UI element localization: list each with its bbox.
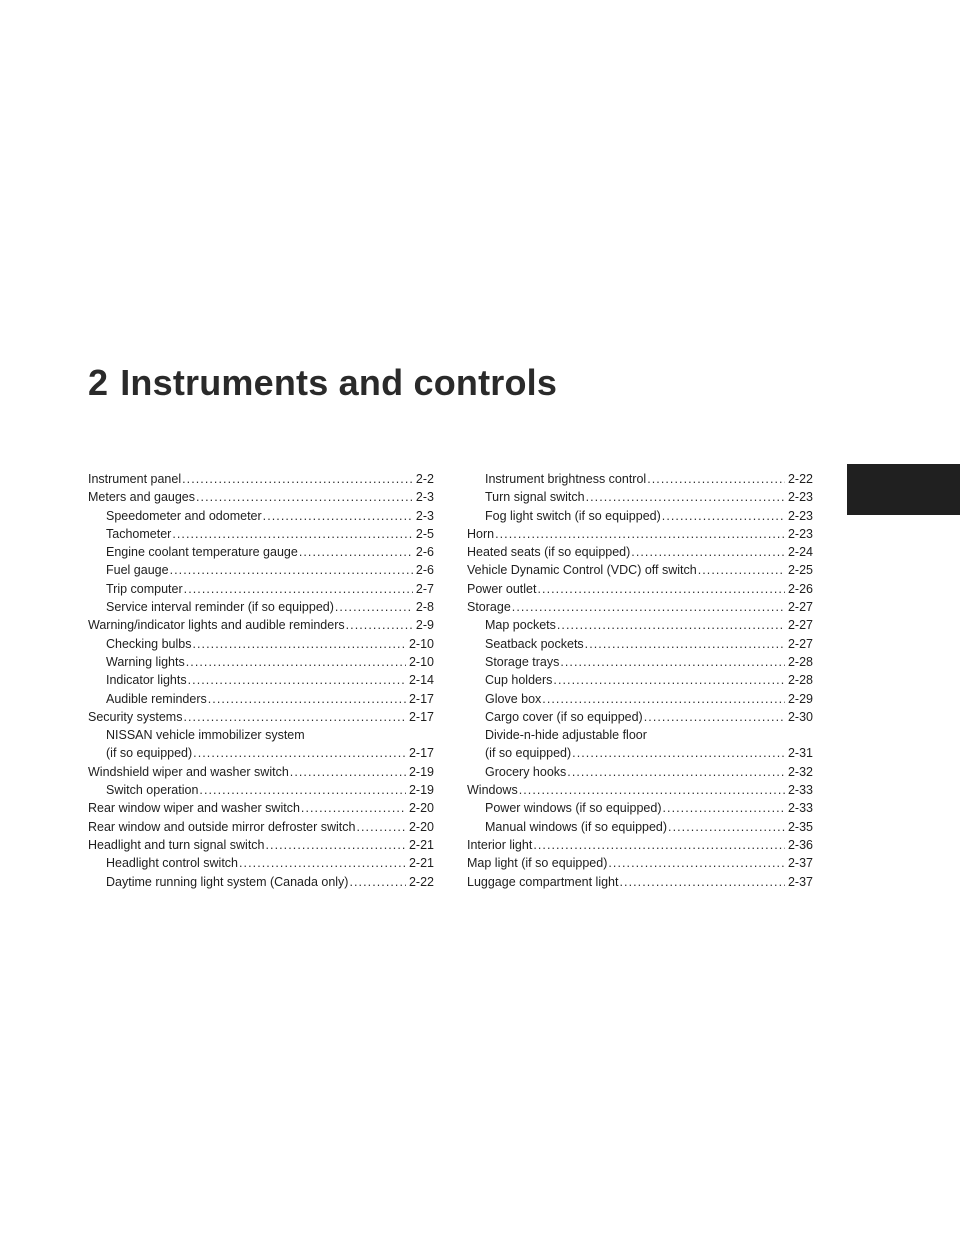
- toc-dot-leader: [553, 671, 785, 689]
- toc-entry-label: Warning/indicator lights and audible reminders: [88, 618, 345, 633]
- toc-entry-label: Trip computer: [106, 581, 183, 596]
- toc-subentry[interactable]: [467, 488, 813, 506]
- toc-dot-leader: [560, 653, 785, 671]
- toc-subentry[interactable]: [88, 598, 434, 616]
- toc-entry-label: Grocery hooks: [485, 764, 567, 779]
- toc-entry-label: Fog light switch (if so equipped): [485, 508, 661, 523]
- toc-entry-label: Windshield wiper and washer switch: [88, 764, 289, 779]
- toc-subentry[interactable]: [467, 708, 813, 726]
- toc-dot-leader: [172, 525, 413, 543]
- toc-dot-leader: [644, 708, 785, 726]
- toc-page-number: 2-33: [787, 783, 813, 798]
- toc-page-number: 2-20: [408, 819, 434, 834]
- toc-entry[interactable]: [88, 836, 434, 854]
- toc-dot-leader: [263, 507, 413, 525]
- toc-entry-label: Vehicle Dynamic Control (VDC) off switch: [467, 563, 697, 578]
- toc-dot-leader: [301, 799, 406, 817]
- toc-entry[interactable]: [88, 488, 434, 506]
- toc-entry-label: Horn: [467, 526, 495, 541]
- toc-right-column: [467, 470, 813, 891]
- toc-page-number: 2-35: [787, 819, 813, 834]
- toc-page-number: 2-23: [787, 508, 813, 523]
- toc-entry-label: Windows: [467, 783, 518, 798]
- toc-page-number: 2-31: [787, 746, 813, 761]
- toc-dot-leader: [557, 616, 785, 634]
- toc-dot-leader: [346, 616, 413, 634]
- toc-entry-label: Engine coolant temperature gauge: [106, 545, 298, 560]
- toc-entry-label: Checking bulbs: [106, 636, 192, 651]
- toc-entry[interactable]: [467, 580, 813, 598]
- toc-subentry[interactable]: [467, 763, 813, 781]
- toc-dot-leader: [585, 635, 785, 653]
- toc-dot-leader: [290, 763, 406, 781]
- toc-page-number: 2-17: [408, 709, 434, 724]
- toc-page-number: 2-33: [787, 801, 813, 816]
- toc-dot-leader: [170, 561, 413, 579]
- toc-dot-leader: [193, 744, 406, 762]
- toc-entry-label: Instrument panel: [88, 472, 182, 486]
- toc-entry-label: Luggage compartment light: [467, 874, 619, 889]
- toc-entry-label: Interior light: [467, 837, 533, 852]
- toc-subentry[interactable]: [467, 616, 813, 634]
- toc-subentry[interactable]: [88, 635, 434, 653]
- toc-entry-label: Seatback pockets: [485, 636, 584, 651]
- toc-entry-label: Heated seats (if so equipped): [467, 545, 631, 560]
- toc-dot-leader: [572, 744, 785, 762]
- toc-page-number: 2-6: [415, 563, 434, 578]
- toc-page-number: 2-27: [787, 636, 813, 651]
- toc-subentry[interactable]: [467, 799, 813, 817]
- toc-entry-label: Daytime running light system (Canada only): [106, 874, 349, 889]
- toc-page-number: 2-17: [408, 746, 434, 761]
- chapter-thumb-tab: [847, 464, 960, 515]
- toc-dot-leader: [586, 488, 785, 506]
- toc-entry-label: Map pockets: [485, 618, 556, 633]
- toc-entry-label: NISSAN vehicle immobilizer system: [106, 728, 305, 743]
- toc-entry[interactable]: [467, 561, 813, 579]
- toc-dot-leader: [196, 488, 413, 506]
- toc-entry-label: Instrument brightness control: [485, 472, 647, 486]
- toc-page-number: 2-25: [787, 563, 813, 578]
- toc-dot-leader: [668, 818, 785, 836]
- toc-subentry[interactable]: [467, 635, 813, 653]
- toc-page-number: 2-22: [787, 472, 813, 486]
- toc-page-number: 2-28: [787, 654, 813, 669]
- toc-dot-leader: [356, 818, 406, 836]
- toc-entry[interactable]: [88, 616, 434, 634]
- toc-page-number: 2-10: [408, 636, 434, 651]
- toc-entry-label: Audible reminders: [106, 691, 207, 706]
- toc-subentry[interactable]: [467, 671, 813, 689]
- toc-subentry[interactable]: [467, 726, 813, 744]
- toc-dot-leader: [239, 854, 406, 872]
- toc-page-number: 2-8: [415, 600, 434, 615]
- toc-dot-leader: [299, 543, 413, 561]
- toc-subentry[interactable]: [467, 818, 813, 836]
- toc-entry-label: Cargo cover (if so equipped): [485, 709, 643, 724]
- chapter-title-text: Instruments and controls: [120, 362, 558, 403]
- toc-entry-label: Speedometer and odometer: [106, 508, 262, 523]
- toc-page-number: 2-26: [787, 581, 813, 596]
- toc-entry[interactable]: [88, 763, 434, 781]
- toc-page-number: 2-36: [787, 837, 813, 852]
- toc-page-number: 2-7: [415, 581, 434, 596]
- toc-page-number: 2-37: [787, 856, 813, 871]
- toc-subentry[interactable]: [467, 690, 813, 708]
- toc-page-number: 2-23: [787, 490, 813, 505]
- toc-page-number: 2-21: [408, 856, 434, 871]
- toc-entry-label: Headlight control switch: [106, 856, 239, 871]
- toc-dot-leader: [567, 763, 785, 781]
- toc-dot-leader: [647, 470, 785, 488]
- toc-dot-leader: [537, 580, 784, 598]
- toc-entry-label: Manual windows (if so equipped): [485, 819, 668, 834]
- toc-dot-leader: [335, 598, 413, 616]
- toc-entry[interactable]: [88, 818, 434, 836]
- toc-entry[interactable]: [467, 781, 813, 799]
- toc-page-number: 2-20: [408, 801, 434, 816]
- toc-dot-leader: [186, 653, 406, 671]
- toc-subentry[interactable]: [88, 781, 434, 799]
- toc-entry-label: Security systems: [88, 709, 183, 724]
- toc-entry-label: Meters and gauges: [88, 490, 196, 505]
- toc-entry[interactable]: [88, 708, 434, 726]
- toc-page-number: 2-19: [408, 764, 434, 779]
- toc-dot-leader: [608, 854, 785, 872]
- toc-page-number: 2-30: [787, 709, 813, 724]
- toc-entry[interactable]: [88, 799, 434, 817]
- toc-entry-label: Storage trays: [485, 654, 560, 669]
- toc-dot-leader: [266, 836, 406, 854]
- toc-page-number: 2-27: [787, 618, 813, 633]
- toc-subentry[interactable]: [88, 690, 434, 708]
- toc-subentry[interactable]: [88, 653, 434, 671]
- toc-subentry[interactable]: [467, 470, 813, 488]
- toc-page-number: 2-27: [787, 600, 813, 615]
- toc-entry-label: Cup holders: [485, 673, 553, 688]
- toc-dot-leader: [631, 543, 785, 561]
- toc-entry-label: (if so equipped): [485, 746, 572, 761]
- toc-entry-label: Tachometer: [106, 526, 172, 541]
- toc-page-number: 2-6: [415, 545, 434, 560]
- toc-dot-leader: [183, 708, 406, 726]
- toc-entry-label: Rear window wiper and washer switch: [88, 801, 300, 816]
- toc-subentry[interactable]: [88, 525, 434, 543]
- toc-entry-label: Power outlet: [467, 581, 537, 596]
- toc-entry-label: Indicator lights: [106, 673, 187, 688]
- toc-page-number: 2-3: [415, 508, 434, 523]
- toc-page-number: 2-23: [787, 526, 813, 541]
- toc-subentry[interactable]: [88, 854, 434, 872]
- toc-dot-leader: [698, 561, 785, 579]
- toc-subentry[interactable]: [467, 507, 813, 525]
- toc-subentry[interactable]: [88, 726, 434, 744]
- toc-dot-leader: [662, 507, 785, 525]
- toc-entry-label: (if so equipped): [106, 746, 193, 761]
- toc-page-number: 2-24: [787, 545, 813, 560]
- toc-entry-label: Power windows (if so equipped): [485, 801, 662, 816]
- toc-dot-leader: [208, 690, 406, 708]
- toc-entry-label: Map light (if so equipped): [467, 856, 608, 871]
- toc-dot-leader: [495, 525, 785, 543]
- toc-page-number: 2-2: [415, 472, 434, 486]
- toc-entry[interactable]: [467, 836, 813, 854]
- toc-entry-label: Rear window and outside mirror defroster switch: [88, 819, 356, 834]
- toc-subentry[interactable]: [88, 507, 434, 525]
- toc-dot-leader: [199, 781, 406, 799]
- toc-dot-leader: [519, 781, 785, 799]
- toc-dot-leader: [192, 635, 406, 653]
- toc-subentry[interactable]: [467, 744, 813, 762]
- chapter-number: 2: [88, 362, 109, 403]
- toc-dot-leader: [542, 690, 785, 708]
- toc-subentry[interactable]: [88, 580, 434, 598]
- chapter-title: [88, 362, 557, 404]
- toc-page-number: 2-37: [787, 874, 813, 889]
- toc-entry-label: Headlight and turn signal switch: [88, 837, 265, 852]
- toc-page-number: 2-9: [415, 618, 434, 633]
- toc-page-number: 2-17: [408, 691, 434, 706]
- toc-entry-label: Warning lights: [106, 654, 185, 669]
- toc-entry[interactable]: [467, 598, 813, 616]
- toc-entry-label: Glove box: [485, 691, 542, 706]
- toc-page-number: 2-22: [408, 874, 434, 889]
- toc-dot-leader: [512, 598, 785, 616]
- toc-dot-leader: [182, 470, 413, 488]
- toc-page-number: 2-5: [415, 526, 434, 541]
- toc-page-number: 2-29: [787, 691, 813, 706]
- toc-dot-leader: [533, 836, 785, 854]
- toc-entry-label: Service interval reminder (if so equipped): [106, 600, 334, 615]
- toc-entry[interactable]: [467, 873, 813, 891]
- toc-page-number: 2-19: [408, 783, 434, 798]
- toc-subentry[interactable]: [88, 873, 434, 891]
- toc-left-column: [88, 470, 434, 891]
- toc-entry[interactable]: [88, 470, 434, 488]
- toc-dot-leader: [349, 873, 406, 891]
- toc-page-number: 2-21: [408, 837, 434, 852]
- toc-entry[interactable]: [467, 543, 813, 561]
- toc-entry-label: Storage: [467, 600, 511, 615]
- toc-dot-leader: [188, 671, 406, 689]
- toc-subentry[interactable]: [467, 653, 813, 671]
- toc-subentry[interactable]: [88, 744, 434, 762]
- toc-page-number: 2-32: [787, 764, 813, 779]
- toc-entry[interactable]: [467, 854, 813, 872]
- toc-entry-label: Divide-n-hide adjustable floor: [485, 728, 647, 743]
- toc-entry-label: Switch operation: [106, 783, 199, 798]
- toc-page-number: 2-10: [408, 654, 434, 669]
- toc-subentry[interactable]: [88, 543, 434, 561]
- toc-dot-leader: [662, 799, 784, 817]
- toc-subentry[interactable]: [88, 561, 434, 579]
- toc-page-number: 2-3: [415, 490, 434, 505]
- toc-entry[interactable]: [467, 525, 813, 543]
- toc-entry-label: Turn signal switch: [485, 490, 585, 505]
- toc-dot-leader: [619, 873, 784, 891]
- toc-page-number: 2-14: [408, 673, 434, 688]
- toc-dot-leader: [184, 580, 413, 598]
- toc-subentry[interactable]: [88, 671, 434, 689]
- toc-entry-label: Fuel gauge: [106, 563, 169, 578]
- toc-page-number: 2-28: [787, 673, 813, 688]
